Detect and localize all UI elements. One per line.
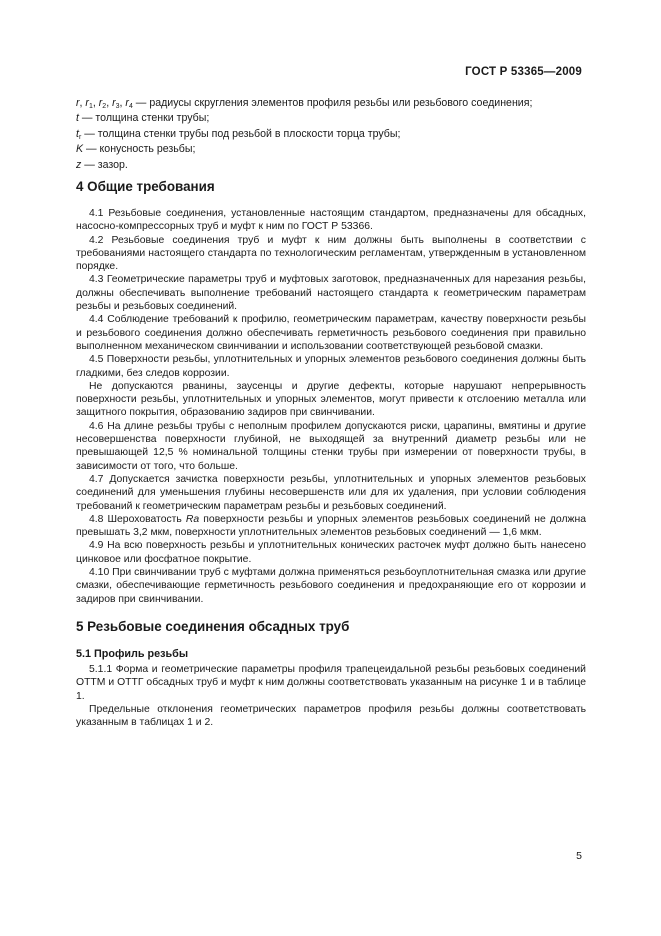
paragraph-4-2: 4.2 Резьбовые соединения труб и муфт к ним должны быть выполнены в соответствии с требованиями настоящего стандарта по технологическим регламентам, утвержденным в установленном порядке. [76,234,586,273]
paragraph-4-7: 4.7 Допускается зачистка поверхности резьбы, уплотнительных и упорных элементов резьбовых соединений для уменьшения глубины несовершенств или для их удаления, при условии соблюдения требований к геометрическим параметрам резьбы и резьбовых соединений. [76,473,586,512]
page-number: 5 [576,850,582,862]
paragraph-4-5: 4.5 Поверхности резьбы, уплотнительных и упорных элементов резьбового соединения должны быть гладкими, без следов коррозии. [76,354,586,379]
symbol-item-taper: K — конусность резьбы; [76,143,196,156]
paragraph-4-3: 4.3 Геометрические параметры труб и муфтовых заготовок, предназначенных для нарезания резьбы, должны обеспечивать выполнение требований настоящего стандарта к геометрическим параметрам резьбы и резьбовых соединений. [76,274,586,313]
symbol-item-wall: t — толщина стенки трубы; [76,112,210,125]
symbol-item-radii: r, $r_1$, $r_2$, $r_3$, $r_4$ — радиусы скругления элементов профиля резьбы или резьбового соединения; [76,97,533,110]
symbol-item-gap: z — зазор. [76,158,128,171]
paragraph-4-5-defects: Не допускаются рванины, заусенцы и другие дефекты, которые нарушают непрерывность поверхности резьбы, уплотнительных и упорных элементов, могут привести к отслоению металла или защитного покрытия, образованию задиров при свинчивании. [76,380,586,419]
paragraph-5-1-1-tolerances: Предельные отклонения геометрических параметров профиля резьбы должны соответствовать указанным в таблицах 1 и 2. [76,703,586,729]
paragraph-5-1-1: 5.1.1 Форма и геометрические параметры профиля трапецеидальной резьбы резьбовых соединений ОТТМ и ОТТГ обсадных труб и муфт к ним должны соответствовать указанным на рисунке 1 и в таблице 1. [76,663,586,702]
section-heading-5: 5 Резьбовые соединения обсадных труб [76,618,350,634]
document-code: ГОСТ Р 53365—2009 [465,66,582,78]
main-content [76,178,586,729]
paragraph-4-9: 4.9 На всю поверхность резьбы и уплотнительных конических расточек муфт должно быть нанесено цинковое или фосфатное покрытие. [76,540,586,565]
paragraph-4-10: 4.10 При свинчивании труб с муфтами должна применяться резьбоуплотнительная смазка или другие смазки, обеспечивающие герметичность резьбового соединения и предохраняющие его от коррозии и задиров при свинчивании. [76,567,586,605]
paragraph-4-1: 4.1 Резьбовые соединения, установленные настоящим стандартом, предназначены для обсадных, насосно-компрессорных труб и муфт к ним по ГОСТ Р 53366. [76,208,586,233]
paragraph-4-8: 4.8 Шероховатость Ra поверхности резьбы и упорных элементов резьбовых соединений не должна превышать 3,2 мкм, поверхности уплотнительных элементов резьбовых соединений — 1,6 мкм. [76,513,586,539]
symbol-list [76,96,586,173]
paragraph-4-6: 4.6 На длине резьбы трубы с неполным профилем допускаются риски, царапины, вмятины и другие несовершенства поверхности глубиной, не выходящей за внутренний диаметр резьбы или не превышающей 12,5 % номинальной толщины стенки трубы при измерении от поверхности трубы, в зависимости от того, что больше. [76,420,586,472]
subsection-heading-5-1: 5.1 Профиль резьбы [76,647,189,660]
section-heading-4: 4 Общие требования [76,179,215,194]
symbol-item-wall-thread: $t_r$ — толщина стенки трубы под резьбой в плоскости торца трубы; [76,127,401,141]
paragraph-4-4: 4.4 Соблюдение требований к профилю, геометрическим параметрам, качеству поверхности резьбы и резьбового соединения должно обеспечивать герметичность резьбового соединения при правильно выполненном механическом свинчивании и использовании соответствующей резьбовой смазки. [76,314,586,352]
